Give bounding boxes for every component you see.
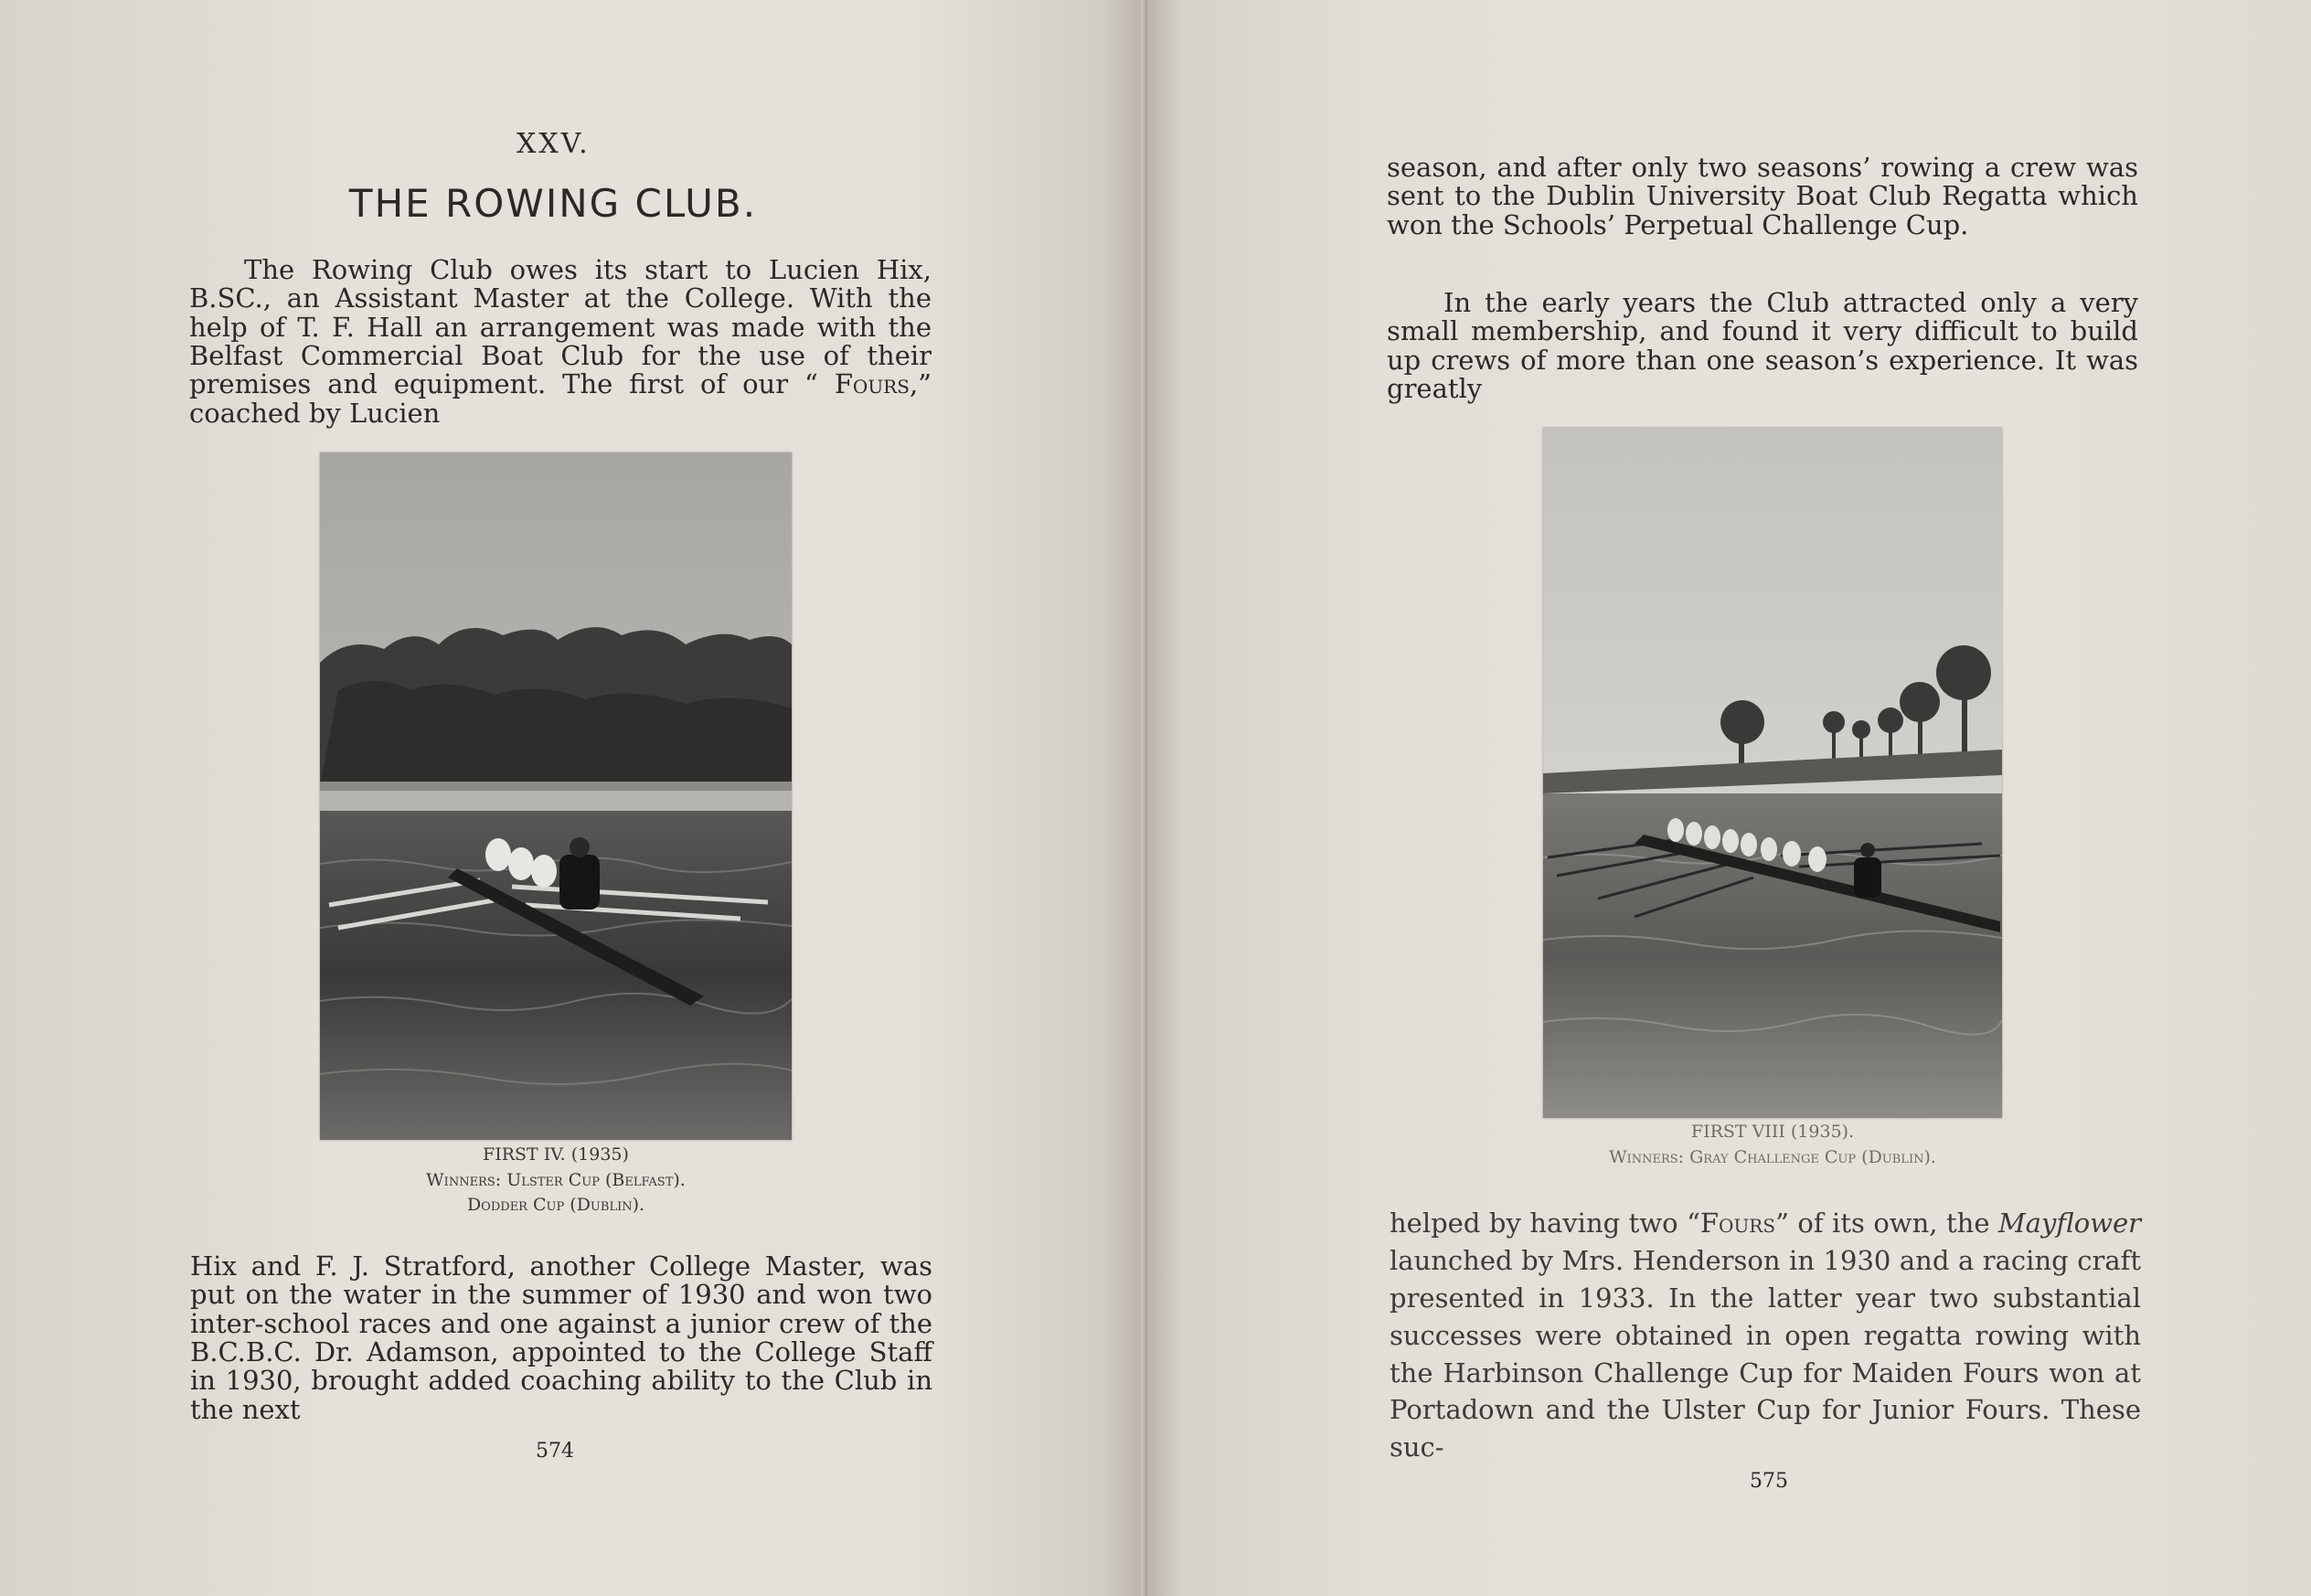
fours-term-right: Fours <box>1699 1208 1776 1239</box>
first-viii-caption-title: FIRST VIII (1935). <box>1690 1122 1855 1142</box>
left-page <box>0 0 1147 1596</box>
right-paragraph-2: In the early years the Club attracted only a very small membership, and found it very difficult to build up crews of more than one season’s experience. It was greatly <box>1387 287 2138 404</box>
para1-part-a: The Rowing Club owes its start to Lucien Hix, <box>244 254 932 285</box>
right-paragraph-1: season, and after only two seasons’ rowing a crew was sent to the Dublin University Boat Club Regatta which won the Schools’ Perpetual Challenge Cup. <box>1387 152 2138 240</box>
boat-name: Mayflower <box>1997 1208 2142 1239</box>
fours-term: Fours <box>834 368 910 400</box>
first-iv-caption <box>320 1143 792 1218</box>
chapter-title: THE ROWING CLUB. <box>348 181 758 226</box>
left-paragraph-1 <box>189 256 932 428</box>
para3-part-a: helped by having two “ <box>1390 1208 1700 1239</box>
left-paragraph-2: Hix and F. J. Stratford, another College Master, was put on the water in the summer of 1930 and won two inter-school races and one against a junior crew of the B.C.B.C. Dr. Adamson, appointed to the College Staff in 1930, brought added coaching ability to the Club in the next <box>190 1250 932 1425</box>
para3-part-b: ” of its own, the <box>1775 1208 1998 1239</box>
first-iv-caption-title: FIRST IV. (1935) <box>483 1144 629 1165</box>
degree-abbrev: B.SC. <box>189 282 263 314</box>
first-viii-caption <box>1543 1120 2002 1170</box>
rowing-eight-image <box>1543 428 2002 1118</box>
first-iv-photo <box>320 452 792 1140</box>
page-number-right: 575 <box>1750 1470 1788 1493</box>
para3-part-c: launched by Mrs. Henderson in 1930 and a racing craft presented in 1933. In the latter year two substantial successes were obtained in open regatta rowing with the Harbinson Challenge Cup for Maiden Fours won at Portadown and the Ulster Cup for Junior Fours. These suc- <box>1390 1244 2141 1463</box>
rowing-four-image <box>320 452 792 1140</box>
right-paragraph-3 <box>1390 1205 2141 1466</box>
page-number-left: 574 <box>536 1440 574 1463</box>
para1-part-b: , an Assistant Master at the College. With the help of T. F. Hall an arrangement was made with the Belfast Commercial Boat Club for the use of their premises and equipment. The first of our “ <box>189 282 932 400</box>
chapter-number: XXV. <box>517 128 591 160</box>
first-viii-caption-winners: Winners: Gray Challenge Cup (Dublin). <box>1609 1146 1936 1167</box>
first-iv-caption-winners: Winners: Ulster Cup (Belfast). <box>426 1169 686 1190</box>
para1-part-c: ,” coached by Lucien <box>189 368 932 429</box>
right-page <box>1147 0 2311 1596</box>
first-iv-caption-dodder: Dodder Cup (Dublin). <box>466 1195 645 1216</box>
first-viii-photo <box>1543 428 2002 1118</box>
